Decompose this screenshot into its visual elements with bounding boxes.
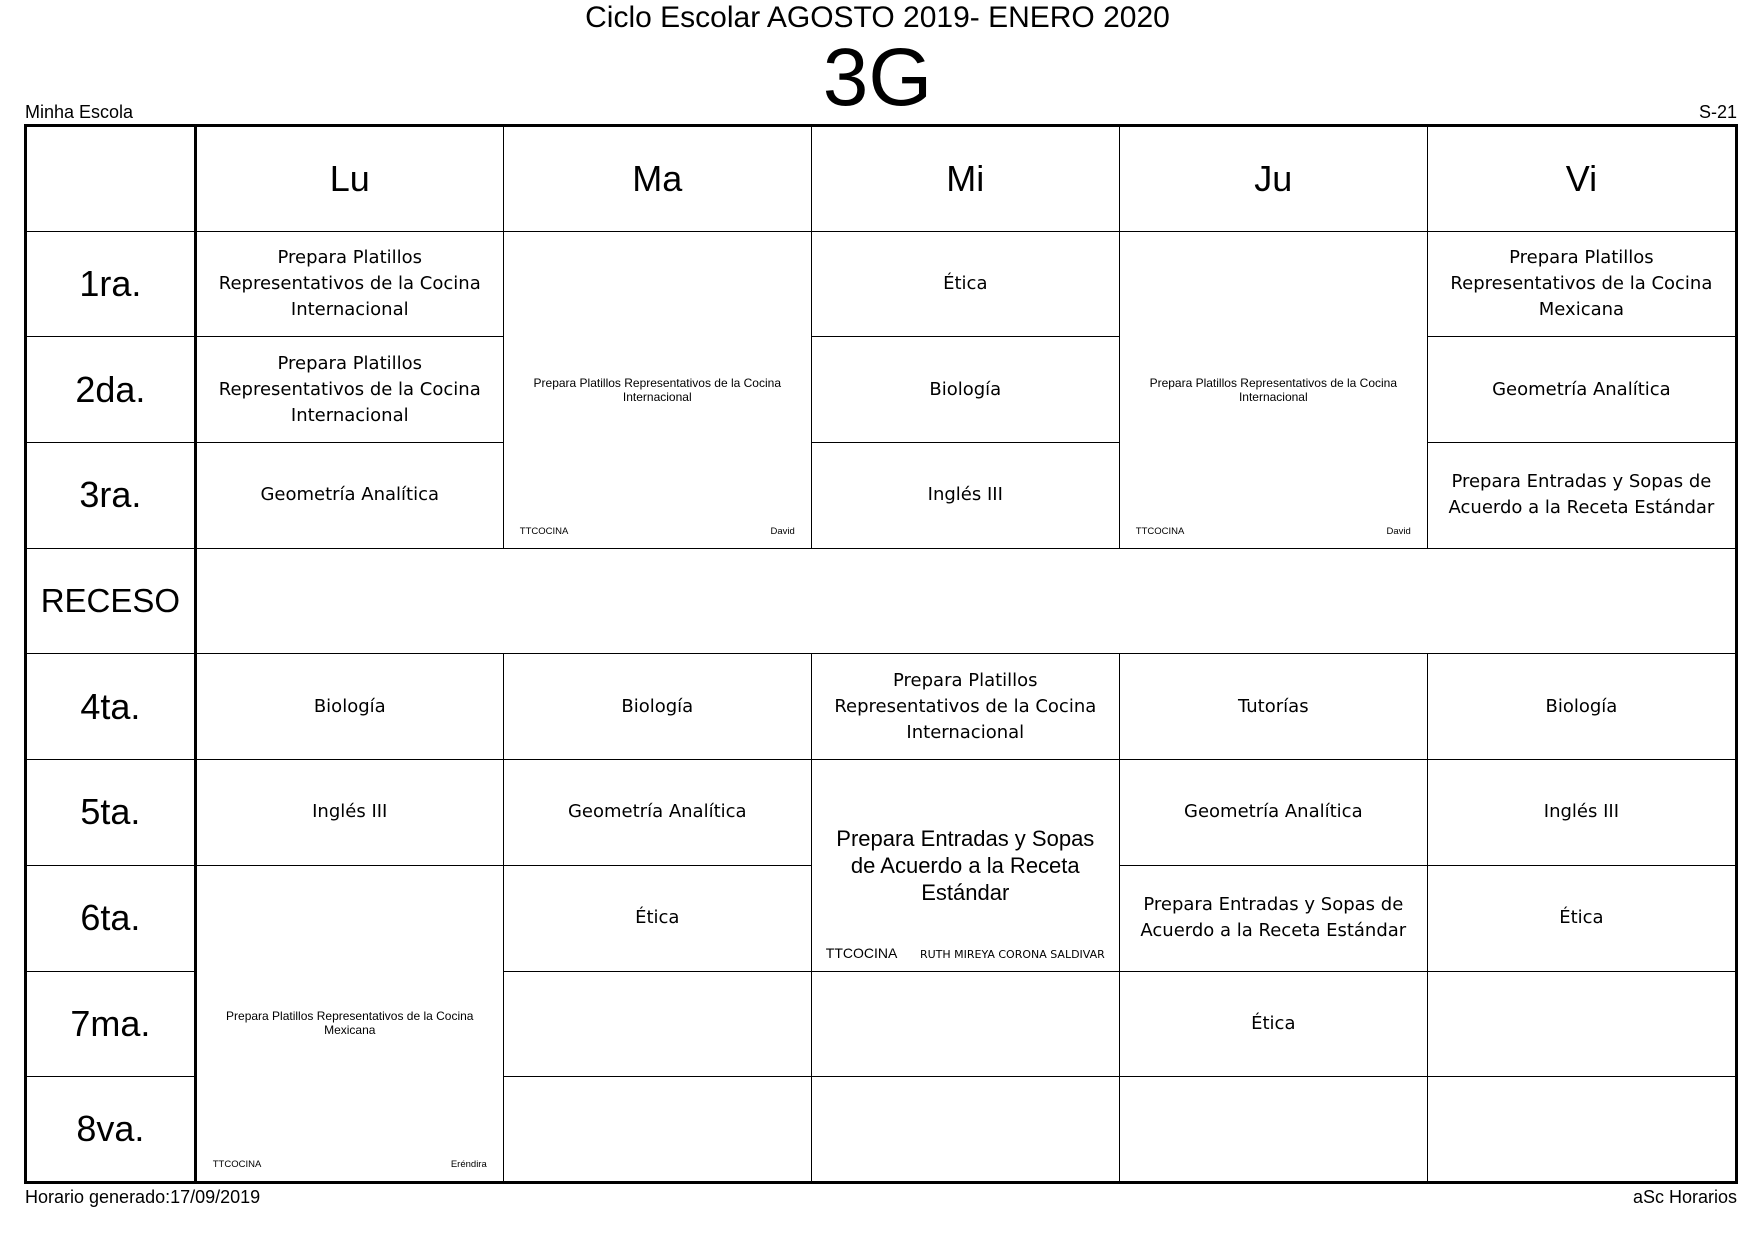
lesson-cell: Inglés III xyxy=(811,443,1119,549)
lesson-cell: Biología xyxy=(811,337,1119,443)
lesson-cell xyxy=(503,1077,811,1183)
merged-lesson-mi xyxy=(811,760,1119,971)
merged-lesson-teacher: RUTH MIREYA CORONA SALDIVAR xyxy=(919,947,1105,961)
lesson-cell xyxy=(503,971,811,1077)
day-header-row xyxy=(26,126,1737,232)
period-row-1 xyxy=(26,231,1737,337)
lesson-cell: Biología xyxy=(195,654,503,760)
merged-lesson-lu xyxy=(195,865,503,1182)
lesson-cell: Prepara Entradas y Sopas de Acuerdo a la Receta Estándar xyxy=(1427,443,1736,549)
recess-cell xyxy=(195,548,1736,654)
period-label-4: 4ta. xyxy=(26,654,196,760)
period-row-4 xyxy=(26,654,1737,760)
day-header-vi: Vi xyxy=(1427,126,1736,232)
lesson-cell: Tutorías xyxy=(1119,654,1427,760)
merged-lesson-subject: Prepara Platillos Representativos de la Cocina Internacional xyxy=(1149,375,1398,404)
timetable-grid xyxy=(24,124,1738,1184)
lesson-cell: Geometría Analítica xyxy=(195,443,503,549)
lesson-cell: Geometría Analítica xyxy=(503,760,811,866)
lesson-cell: Ética xyxy=(1427,865,1736,971)
lesson-cell: Prepara Platillos Representativos de la Cocina Mexicana xyxy=(1427,231,1736,337)
period-label-8: 8va. xyxy=(26,1077,196,1183)
period-label-6: 6ta. xyxy=(26,865,196,971)
schedule-title: Ciclo Escolar AGOSTO 2019- ENERO 2020 xyxy=(585,1,1170,34)
lesson-cell: Geometría Analítica xyxy=(1427,337,1736,443)
merged-lesson-room: TTCOCINA xyxy=(825,944,898,961)
merged-lesson-teacher: David xyxy=(770,525,795,537)
lesson-cell: Prepara Entradas y Sopas de Acuerdo a la Receta Estándar xyxy=(1119,865,1427,971)
period-label-2: 2da. xyxy=(26,337,196,443)
lesson-cell: Geometría Analítica xyxy=(1119,760,1427,866)
lesson-cell: Prepara Platillos Representativos de la Cocina Internacional xyxy=(195,337,503,443)
period-row-5 xyxy=(26,760,1737,866)
merged-lesson-room: TTCOCINA xyxy=(1135,525,1185,537)
period-row-2 xyxy=(26,337,1737,443)
merged-lesson-room: TTCOCINA xyxy=(519,525,569,537)
lesson-cell: Prepara Platillos Representativos de la Cocina Internacional xyxy=(811,654,1119,760)
merged-lesson-subject: Prepara Platillos Representativos de la Cocina Internacional xyxy=(533,375,781,404)
period-label-5: 5ta. xyxy=(26,760,196,866)
lesson-cell: Prepara Platillos Representativos de la Cocina Internacional xyxy=(195,231,503,337)
room-code: S-21 xyxy=(1698,102,1737,122)
period-label-7: 7ma. xyxy=(26,971,196,1077)
lesson-cell: Inglés III xyxy=(1427,760,1736,866)
merged-lesson-subject: Prepara Entradas y Sopas de Acuerdo a la Receta Estándar xyxy=(836,825,1095,905)
recess-label: RECESO xyxy=(26,548,196,654)
merged-lesson-teacher: David xyxy=(1386,525,1411,537)
class-name: 3G xyxy=(822,32,933,123)
period-label-1: 1ra. xyxy=(26,231,196,337)
day-header-ju: Ju xyxy=(1119,126,1427,232)
period-label-3: 3ra. xyxy=(26,443,196,549)
lesson-cell: Ética xyxy=(1119,971,1427,1077)
recess-row xyxy=(26,548,1737,654)
generated-date: Horario generado:17/09/2019 xyxy=(25,1187,261,1207)
day-header-lu: Lu xyxy=(195,126,503,232)
merged-lesson-teacher: Eréndira xyxy=(450,1159,487,1170)
day-header-ma: Ma xyxy=(503,126,811,232)
school-name: Minha Escola xyxy=(25,102,134,122)
lesson-cell: Inglés III xyxy=(195,760,503,866)
lesson-cell xyxy=(811,1077,1119,1183)
merged-lesson-subject: Prepara Platillos Representativos de la Cocina Mexicana xyxy=(226,1009,474,1038)
merged-lesson-room: TTCOCINA xyxy=(212,1159,262,1170)
lesson-cell: Biología xyxy=(503,654,811,760)
corner-cell xyxy=(26,126,196,232)
lesson-cell xyxy=(811,971,1119,1077)
lesson-cell: Ética xyxy=(503,865,811,971)
day-header-mi: Mi xyxy=(811,126,1119,232)
merged-lesson-ju xyxy=(1119,231,1427,548)
lesson-cell xyxy=(1119,1077,1427,1183)
lesson-cell: Ética xyxy=(811,231,1119,337)
merged-lesson-ma xyxy=(503,231,811,548)
period-row-3 xyxy=(26,443,1737,549)
lesson-cell xyxy=(1427,971,1736,1077)
software-credit: aSc Horarios xyxy=(1632,1187,1737,1207)
lesson-cell: Biología xyxy=(1427,654,1736,760)
lesson-cell xyxy=(1427,1077,1736,1183)
